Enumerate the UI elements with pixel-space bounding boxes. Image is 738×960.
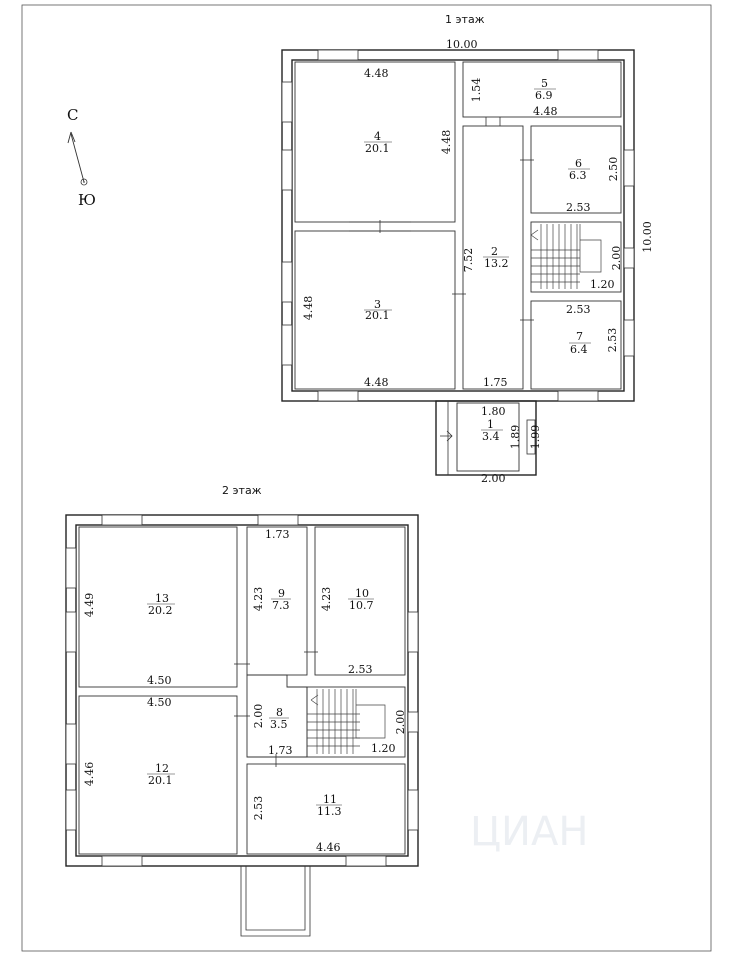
room-num: 12 [155,762,169,775]
room-num: 8 [276,706,283,719]
dimension-label: 2.53 [252,795,265,821]
windows-floor-2 [66,515,418,866]
room-area: 3.5 [270,718,288,731]
dimension-label: 1.73 [265,528,290,541]
room-area: 13.2 [484,257,509,270]
room-num: 9 [278,587,285,600]
dimension-label: 4.48 [364,376,389,389]
room-num: 5 [541,77,548,90]
room-num: 13 [155,592,169,605]
dimension-label: 1.54 [470,77,483,103]
room-area: 20.1 [365,309,390,322]
dimension-label: 2.00 [481,472,506,485]
dim-overall-depth: 10.00 [641,221,654,253]
arrow-icon [440,431,452,441]
dimension-label: 2.53 [566,303,591,316]
floor-1-title: 1 этаж [445,13,485,26]
room-num: 4 [374,130,381,143]
room-area: 3.4 [482,430,500,443]
dimension-label: 4.49 [83,592,96,618]
floor-2-plan [66,484,418,936]
dimension-label: 4.50 [147,674,172,687]
dimension-label: 1.73 [268,744,293,757]
room-area: 6.4 [570,343,588,356]
dimension-label: 4.23 [320,586,333,612]
dimension-label: 4.48 [302,295,315,321]
dimensions-floor-2 [83,528,407,854]
dimension-label: 4.50 [147,696,172,709]
dimension-label: 1.80 [481,405,506,418]
room-num: 10 [355,587,369,600]
room-num: 11 [323,793,337,806]
room-labels-floor-1 [364,77,591,443]
room-area: 7.3 [272,599,290,612]
dimension-label: 1.20 [371,742,396,755]
dimension-label: 2.00 [610,245,623,271]
dimension-label: 2.00 [394,709,407,735]
room-area: 20.2 [148,604,173,617]
dimension-label: 2.50 [607,156,620,182]
compass [67,106,96,209]
dimension-label: 4.48 [533,105,558,118]
room-area: 6.9 [535,89,553,102]
room-labels-floor-2 [147,587,374,818]
dimension-label: 1.20 [590,278,615,291]
room-area: 20.1 [148,774,173,787]
dimension-label: 2.53 [566,201,591,214]
dimension-label: 2.53 [348,663,373,676]
dimension-label: 7.52 [462,247,475,273]
dim-overall-width: 10.00 [446,38,478,51]
floor-1-plan [282,13,654,485]
dimension-label: 4.23 [252,586,265,612]
room-num: 7 [576,330,583,343]
porch-floor-2 [241,866,310,936]
room-area: 10.7 [349,599,374,612]
room-num: 6 [575,157,582,170]
dimension-label: 4.46 [83,761,96,787]
watermark: ЦИАН [470,809,589,855]
room-area: 6.3 [569,169,587,182]
room-area: 11.3 [317,805,342,818]
room-num: 1 [487,418,494,431]
floor-2-title: 2 этаж [222,484,262,497]
dimension-label: 1.75 [483,376,508,389]
arrow-icon [531,230,538,240]
room-num: 2 [491,245,498,258]
dimensions-floor-1 [302,67,623,485]
dimension-label: 1.99 [529,424,542,450]
dimension-label: 4.46 [316,841,341,854]
dimension-label: 2.53 [606,327,619,353]
dimension-label: 1.89 [509,424,522,450]
room-area: 20.1 [365,142,390,155]
compass-south-label: Ю [78,191,96,209]
dimension-label: 4.48 [364,67,389,80]
dimension-label: 2.00 [252,703,265,729]
dimension-label: 4.48 [440,129,453,155]
compass-north-label: С [67,106,79,124]
room-num: 3 [374,298,381,311]
